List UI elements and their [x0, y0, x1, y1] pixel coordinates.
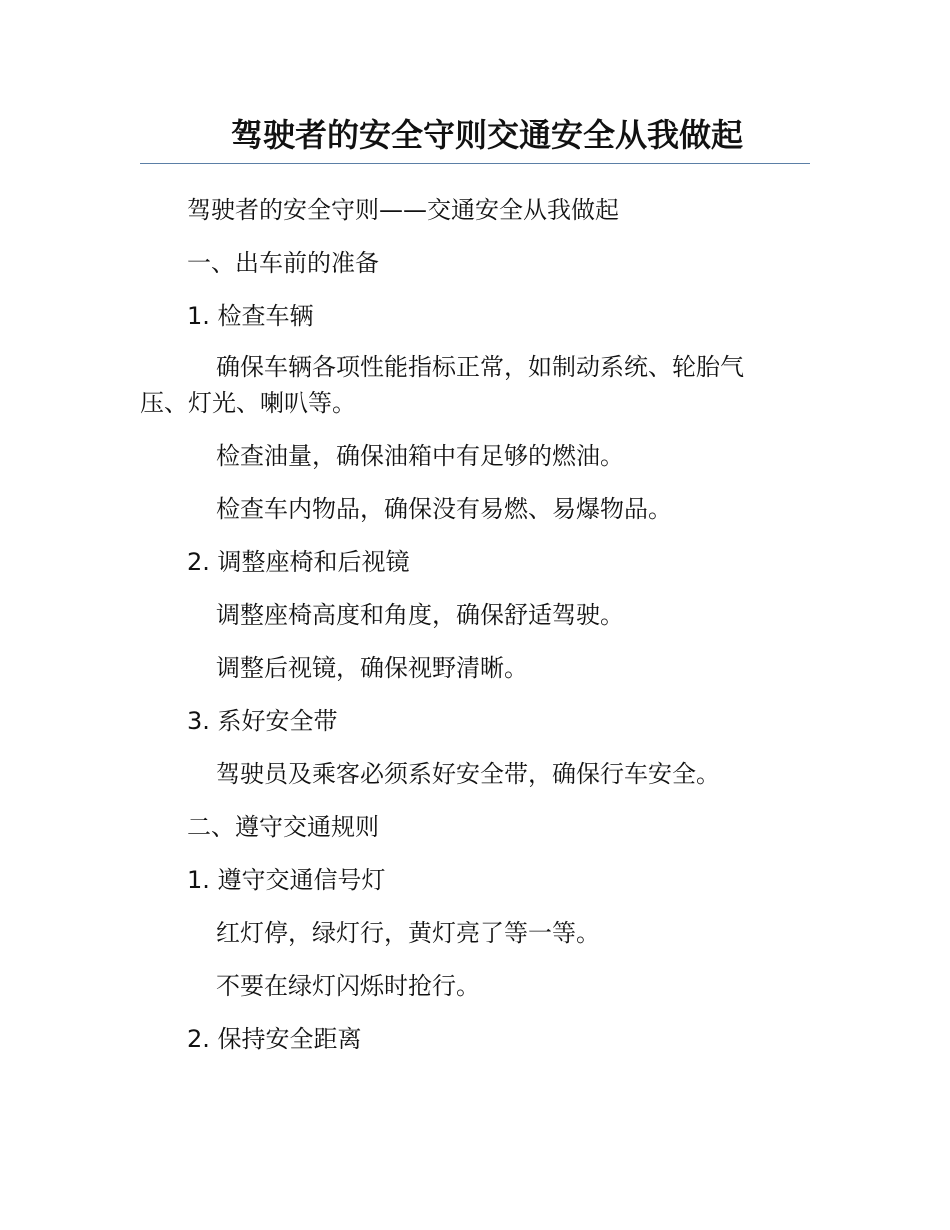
subsection-heading: 2. 保持安全距离	[187, 1025, 362, 1053]
subsection-heading: 2. 调整座椅和后视镜	[187, 548, 410, 576]
body-paragraph: 检查车内物品，确保没有易燃、易爆物品。	[216, 495, 672, 523]
subsection-heading: 3. 系好安全带	[187, 707, 338, 735]
section-heading: 一、出车前的准备	[187, 249, 379, 277]
body-paragraph: 红灯停，绿灯行，黄灯亮了等一等。	[216, 919, 600, 947]
page-title: 驾驶者的安全守则交通安全从我做起	[230, 116, 743, 154]
body-paragraph: 确保车辆各项性能指标正常，如制动系统、轮胎气压、灯光、喇叭等。	[140, 353, 744, 417]
body-paragraph: 调整座椅高度和角度，确保舒适驾驶。	[216, 601, 624, 629]
body-paragraph: 驾驶员及乘客必须系好安全带，确保行车安全。	[216, 760, 720, 788]
body-paragraph: 检查油量，确保油箱中有足够的燃油。	[216, 442, 624, 470]
body-paragraph: 不要在绿灯闪烁时抢行。	[216, 972, 480, 1000]
subsection-heading: 1. 检查车辆	[187, 302, 314, 330]
intro-paragraph: 驾驶者的安全守则——交通安全从我做起	[187, 196, 619, 224]
document-body	[140, 190, 780, 1072]
section-heading: 二、遵守交通规则	[187, 813, 379, 841]
subsection-heading: 1. 遵守交通信号灯	[187, 866, 386, 894]
title-underline	[140, 163, 810, 164]
body-paragraph: 调整后视镜，确保视野清晰。	[216, 654, 528, 682]
